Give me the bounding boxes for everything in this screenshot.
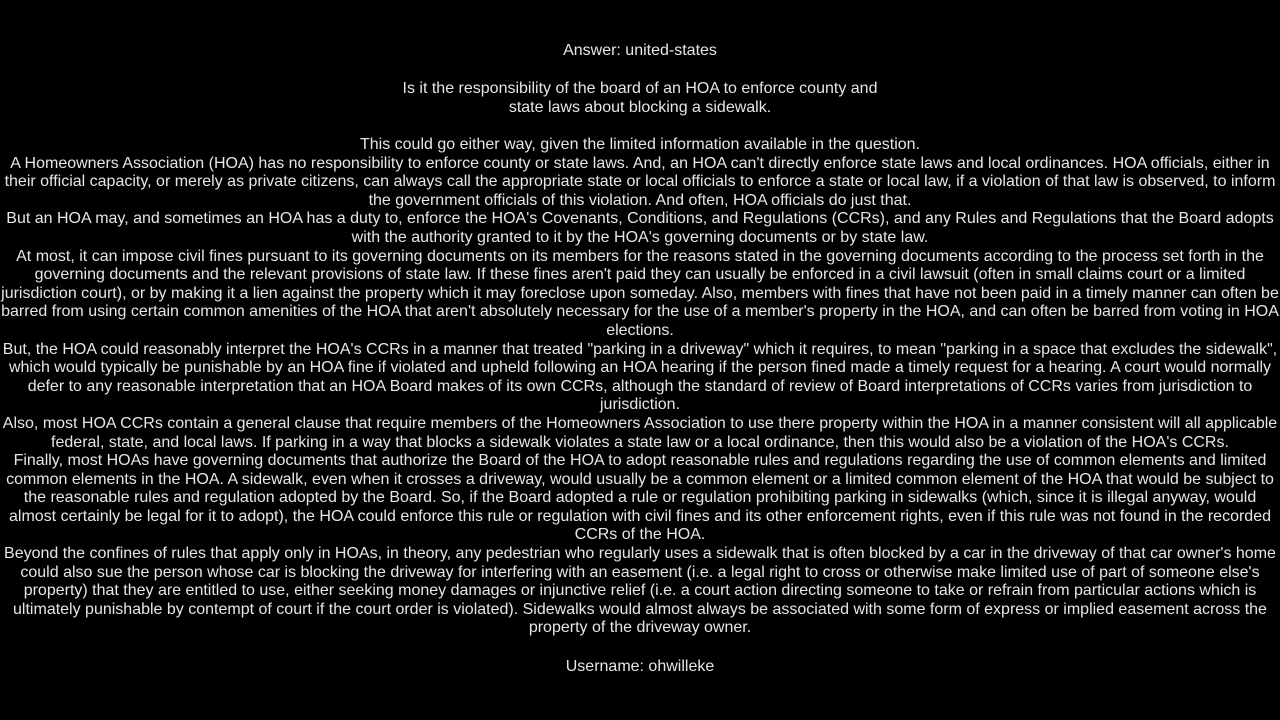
body-paragraph: But an HOA may, and sometimes an HOA has a duty to, enforce the HOA's Covenants, Conditions, and Regulations (CCRs), and any Rules and Regulations that the Board adopts with the authority granted to it by the HOA's governing documents or by state law.	[6, 210, 1274, 246]
question-text: Is it the responsibility of the board of an HOA to enforce county and state laws about blocking a sidewalk.	[402, 80, 878, 116]
answer-label: Answer: united-states	[563, 42, 717, 59]
answer-body	[0, 136, 1280, 638]
body-paragraph: At most, it can impose civil fines pursuant to its governing documents on its members for the reasons stated in the governing documents according to the process set forth in the governing documents and the relevant provisions of state law. If these fines aren't paid they can usually be enforced in a civil lawsuit (often in small claims court or a limited jurisdiction court), or by making it a lien against the property which it may foreclose upon someday. Also, members with fines that have not been paid in a timely manner can often be barred from using certain common amenities of the HOA that aren't absolutely necessary for the use of a member's property in the HOA, and can often be barred from voting in HOA elections.	[1, 247, 1279, 339]
body-paragraph: This could go either way, given the limited information available in the question.	[359, 136, 920, 153]
body-paragraph: Beyond the confines of rules that apply only in HOAs, in theory, any pedestrian who regularly uses a sidewalk that is often blocked by a car in the driveway of that car owner's home could also sue the person whose car is blocking the driveway for interfering with an easement (i.e. a legal right to cross or otherwise make limited use of part of someone else's property) that they are entitled to use, either seeking money damages or injunctive relief (i.e. a court action directing someone to take or refrain from particular actions which is ultimately punishable by contempt of court if the court order is violated). Sidewalks would almost always be associated with some form of express or implied easement across the property of the driveway owner.	[4, 545, 1276, 637]
body-paragraph: A Homeowners Association (HOA) has no responsibility to enforce county or state laws. And, an HOA can't directly enforce state laws and local ordinances. HOA officials, either in their official capacity, or merely as private citizens, can always call the appropriate state or local officials to enforce a state or local law, if a violation of that law is observed, to inform the government officials of this violation. And often, HOA officials do just that.	[4, 154, 1276, 209]
username-label: Username: ohwilleke	[565, 658, 715, 675]
body-paragraph: Finally, most HOAs have governing documents that authorize the Board of the HOA to adopt reasonable rules and regulations regarding the use of common elements and limited common elements in the HOA. A sidewalk, even when it crosses a driveway, would usually be a common element or a limited common element of the HOA that would be subject to the reasonable rules and regulation adopted by the Board. So, if the Board adopted a rule or regulation prohibiting parking in sidewalks (which, since it is illegal anyway, would almost certainly be legal for it to adopt), the HOA could enforce this rule or regulation with civil fines and its other enforcement rights, even if this rule was not found in the recorded CCRs of the HOA.	[6, 452, 1274, 544]
body-paragraph: But, the HOA could reasonably interpret the HOA's CCRs in a manner that treated "parking in a driveway" which it requires, to mean "parking in a space that excludes the sidewalk", which would typically be punishable by an HOA fine if violated and upheld following an HOA hearing if the person fined made a timely request for a hearing. A court would normally defer to any reasonable interpretation that an HOA Board makes of its own CCRs, although the standard of review of Board interpretations of CCRs varies from jurisdiction to jurisdiction.	[2, 340, 1278, 414]
body-paragraph: Also, most HOA CCRs contain a general clause that require members of the Homeowners Association to use there property within the HOA in a manner consistent will all applicable federal, state, and local laws. If parking in a way that blocks a sidewalk violates a state law or a local ordinance, then this would also be a violation of the HOA's CCRs.	[2, 414, 1278, 451]
